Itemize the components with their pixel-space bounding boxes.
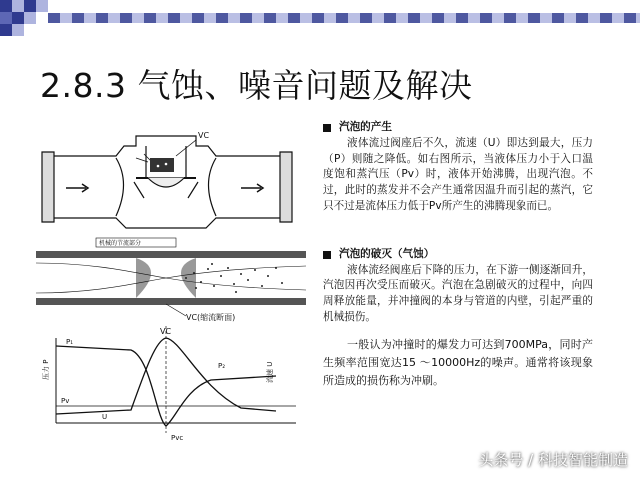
paragraph-impact-force: 一般认为冲撞时的爆发力可达到700MPa，同时产生频率范围宽达15 ～10000Hz的噪声。通常将该现象所造成的损伤称为冲刷。 (323, 337, 593, 387)
label-vc-graph: VC (160, 327, 172, 336)
section-heading-bubble-collapse (323, 247, 593, 263)
header-checker-decoration (0, 0, 640, 36)
label-vc-top: VC (198, 131, 210, 140)
label-p2: P₂ (218, 362, 226, 370)
square-bullet-icon (323, 124, 331, 132)
section-heading-bubble-formation (323, 120, 593, 136)
valve-body-illustration (42, 136, 292, 228)
label-velocity-axis: 流速 U (266, 361, 274, 383)
label-vc-contraction: VC(缩流断面) (186, 313, 236, 322)
label-u: U (102, 413, 108, 421)
label-pvc: Pvc (171, 434, 184, 442)
label-pv: Pv (61, 397, 70, 405)
square-bullet-icon (323, 251, 331, 259)
section-heading-label: 汽泡的破灭（气蚀） (339, 247, 435, 260)
section-heading-label: 汽泡的产生 (339, 121, 392, 133)
pressure-velocity-graph (56, 326, 296, 433)
label-valve-caption: 机械的节流部分 (99, 240, 142, 247)
watermark-text: 头条号 / 科技智能制造 (478, 451, 628, 469)
paragraph-bubble-formation: 液体流过阀座后不久，流速（U）即达到最大，压力（P）则随之降低。如右图所示，当液体压力小于入口温度饱和蒸汽压（Pv）时，液体开始沸腾，出现汽泡。不过，此时的蒸发并不会产生通常因温升而引起的蒸汽，它只不过是流体压力低于Pv所产生的沸腾现象而已。 (323, 136, 593, 212)
explanation-text (323, 120, 593, 390)
flow-pipe-illustration (36, 251, 306, 305)
label-pressure-axis: 压力 P (42, 359, 50, 380)
label-p1: P₁ (66, 338, 74, 346)
paragraph-bubble-collapse: 液体流经阀座后下降的压力，在下游一侧逐渐回升，汽泡因再次受压而破灭。汽泡在急剧破灭的过程中，向四周释放能量，并冲撞阀的本身与管道的内壁，引起严重的机械损伤。 (323, 263, 593, 323)
valve-cavitation-diagram (36, 118, 316, 448)
slide-title: 2.8.3 气蚀、噪音问题及解决 (40, 66, 473, 105)
